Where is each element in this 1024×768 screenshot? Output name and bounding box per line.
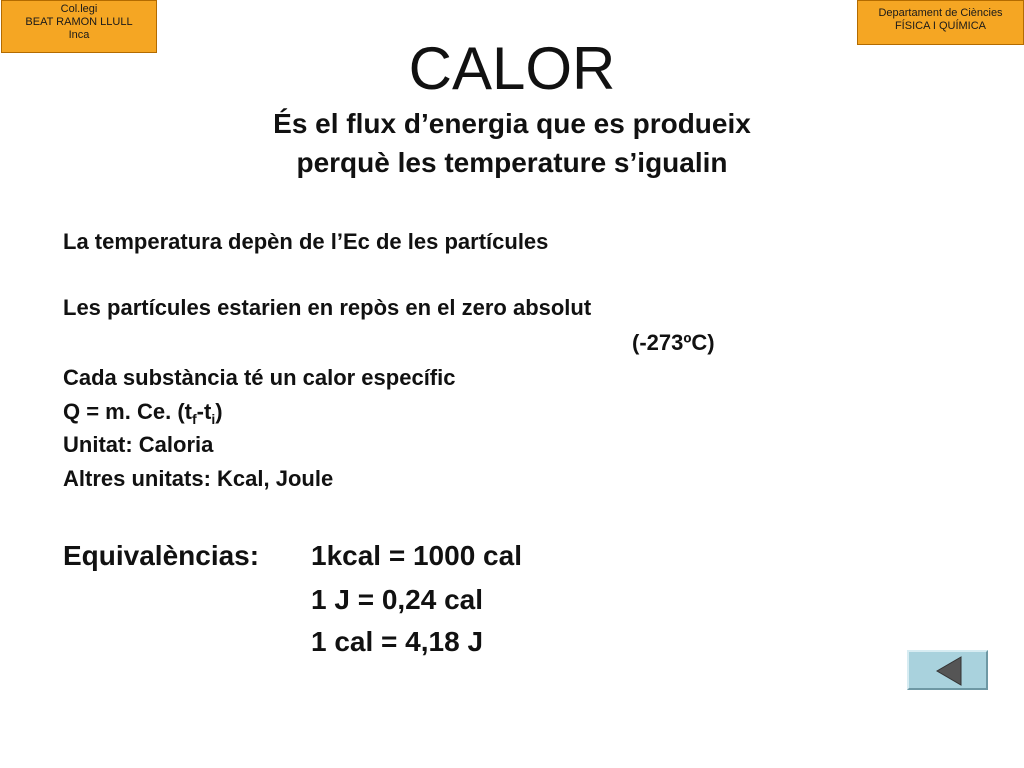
back-button[interactable]	[907, 650, 988, 690]
formula-suffix: )	[215, 399, 223, 424]
equivalency-joule: 1 J = 0,24 cal	[311, 584, 484, 615]
school-badge-line-3: Inca	[68, 29, 90, 41]
equivalency-kcal: 1kcal = 1000 cal	[311, 540, 522, 571]
triangle-left-icon	[936, 656, 962, 686]
formula-mid: -t	[196, 399, 212, 424]
slide-title: CALOR	[408, 35, 616, 102]
text-zero-value: (-273ºC)	[632, 330, 715, 355]
formula-prefix: Q = m. Ce. (t	[63, 399, 192, 424]
school-badge-line-2: BEAT RAMON LLULL	[25, 16, 133, 28]
slide-subtitle	[0, 104, 1024, 182]
text-altres-unitats: Altres unitats: Kcal, Joule	[63, 466, 334, 491]
formula-line	[63, 398, 223, 426]
subtitle-line-2: perquè les temperature s’igualin	[296, 147, 728, 178]
formula-sub-i: i	[211, 411, 216, 427]
equivalency-cal: 1 cal = 4,18 J	[311, 626, 484, 657]
text-temperatura: La temperatura depèn de l’Ec de les partícules	[63, 229, 549, 254]
text-unitat: Unitat: Caloria	[63, 432, 214, 457]
school-badge-line-1: Col.legi	[60, 3, 98, 15]
equivalencies-label: Equivalèncias:	[63, 540, 260, 571]
department-badge-line-2: FÍSICA I QUÍMICA	[894, 20, 987, 32]
text-calor-especific: Cada substància té un calor específic	[63, 365, 456, 390]
text-zero-absolut: Les partícules estarien en repòs en el zero absolut	[63, 295, 592, 320]
department-badge-line-1: Departament de Ciències	[878, 7, 1003, 19]
subtitle-line-1: És el flux d’energia que es produeix	[273, 108, 751, 139]
formula-sub-f: f	[191, 411, 197, 427]
